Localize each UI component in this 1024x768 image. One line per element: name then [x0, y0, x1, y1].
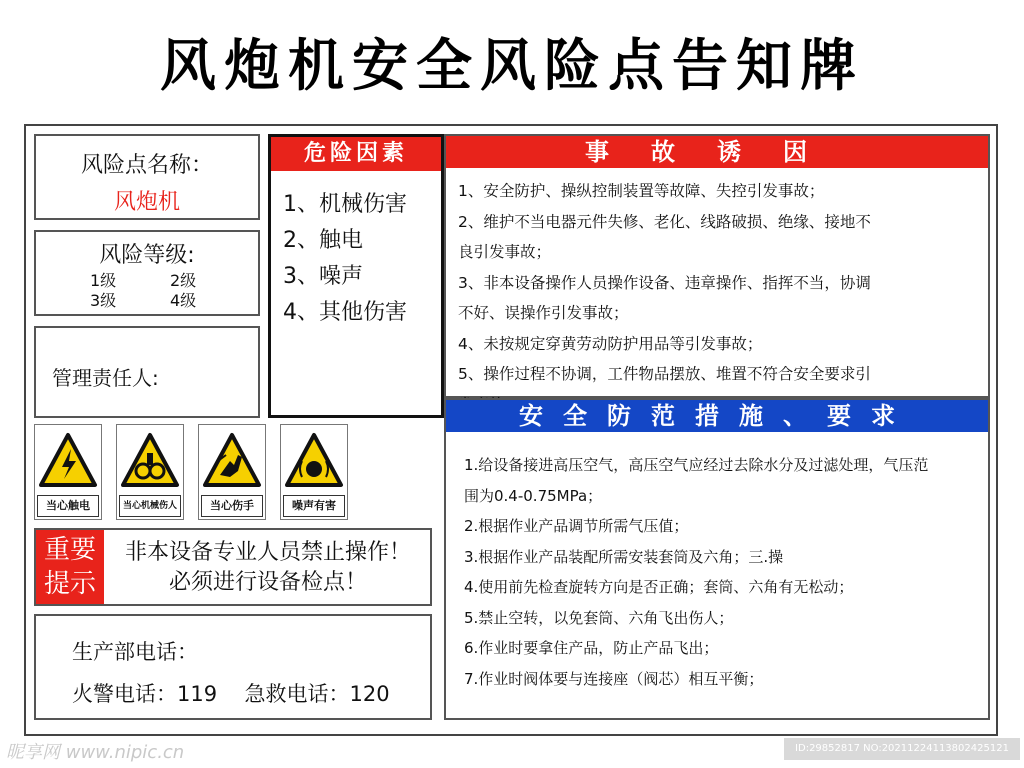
hand-injury-icon: [202, 431, 262, 491]
electric-shock-icon: [38, 431, 98, 491]
accident-cause-line: 良引发事故；: [458, 243, 552, 261]
important-notice-tag: [36, 530, 104, 604]
production-phone-label: 生产部电话：: [72, 640, 198, 664]
sign-caption: 当心触电: [37, 495, 99, 517]
accident-cause-line: 1、安全防护、操纵控制装置等故障、失控引发事故；: [458, 182, 825, 200]
machinery-injury-icon: [120, 431, 180, 491]
risk-level-box: [34, 230, 260, 316]
hazard-item: 4、其他伤害: [283, 300, 407, 325]
notice-tag-line: 提示: [43, 569, 96, 599]
watermark-id: ID:29852817 NO:20211224113802425121: [784, 738, 1020, 760]
sign-electric-shock: [34, 424, 102, 520]
accident-cause-line: 2、维护不当电器元件失修、老化、线路破损、绝缘、接地不: [458, 212, 871, 231]
notice-tag-line: 重要: [43, 535, 96, 565]
risk-point-label: 风险点名称：: [80, 153, 213, 178]
noise-hazard-icon: [284, 431, 344, 491]
sign-hand-injury: [198, 424, 266, 520]
manager-box: [34, 326, 260, 418]
fire-phone-number: 119: [177, 682, 218, 706]
hazard-factors-list: [283, 187, 441, 331]
accident-cause-line: 5、操作过程不协调，工件物品摆放、堆置不符合安全要求引: [458, 365, 871, 383]
emergency-phone-label: 急救电话：: [244, 682, 350, 706]
notice-line: 非本设备专业人员禁止操作！: [124, 540, 411, 565]
watermark-logo: 昵享网 www.nipic.cn: [6, 742, 185, 763]
page-title: 风炮机安全风险点告知牌: [160, 34, 864, 99]
sign-noise: [280, 424, 348, 520]
risk-level-item: 1级: [90, 271, 117, 290]
safety-measures-heading: 安全防范措施、要求: [446, 400, 988, 432]
phone-numbers-box: [34, 614, 432, 720]
sign-caption: 当心伤手: [201, 495, 263, 517]
important-notice-text: [108, 538, 428, 598]
safety-measure-line: 6.作业时要拿住产品，防止产品飞出；: [464, 639, 719, 657]
accident-causes-heading: 事故诱因: [446, 136, 988, 168]
notice-line: 必须进行设备检点！: [168, 570, 367, 595]
safety-measure-line: 4.使用前先检查旋转方向是否正确；套筒、六角有无松动；: [464, 578, 854, 596]
safety-measure-line: 2.根据作业产品调节所需气压值；: [464, 517, 689, 535]
accident-cause-line: 4、未按规定穿黄劳动防护用品等引发事故；: [458, 334, 763, 353]
hazard-factors-heading: 危险因素: [271, 137, 441, 171]
risk-level-item: 3级: [90, 291, 117, 310]
fire-phone-label: 火警电话：: [72, 682, 177, 706]
important-notice: [34, 528, 432, 606]
hazard-item: 1、机械伤害: [283, 192, 407, 217]
sign-machinery: [116, 424, 184, 520]
emergency-phones: [72, 678, 430, 708]
risk-point-box: [34, 134, 260, 220]
accident-causes-box: [444, 134, 990, 398]
safety-measure-line: 1.给设备接进高压空气，高压空气应经过去除水分及过滤处理，气压范: [464, 456, 929, 474]
hazard-factors-box: [268, 134, 444, 418]
risk-level-label: 风险等级:: [99, 243, 195, 268]
accident-causes-list: [458, 176, 976, 420]
accident-cause-line: 3、非本设备操作人员操作设备、违章操作、指挥不当，协调: [458, 273, 871, 292]
safety-measure-line: 7.作业时阀体要与连接座（阀芯）相互平衡；: [464, 669, 764, 688]
manager-label: 管理责任人:: [52, 366, 159, 390]
risk-point-value: 风炮机: [113, 190, 180, 215]
hazard-item: 2、触电: [283, 228, 363, 253]
safety-measure-line: 围为0.4-0.75MPa；: [464, 486, 603, 505]
sign-caption: 当心机械伤人: [119, 495, 181, 517]
warning-signs: [34, 424, 354, 520]
safety-measure-line: 5.禁止空转，以免套筒、六角飞出伤人；: [464, 608, 734, 627]
safety-measures-box: [444, 398, 990, 720]
hazard-item: 3、噪声: [283, 264, 363, 289]
sign-caption: 噪声有害: [283, 495, 345, 517]
risk-level-item: 2级: [170, 271, 197, 290]
risk-level-item: 4级: [170, 291, 197, 310]
safety-measures-list: [464, 450, 976, 694]
accident-cause-line: 不好、误操作引发事故；: [458, 304, 629, 322]
emergency-phone-number: 120: [349, 682, 390, 706]
safety-measure-line: 3.根据作业产品装配所需安装套筒及六角；三.操: [464, 547, 784, 566]
risk-level-grid: [90, 271, 258, 311]
